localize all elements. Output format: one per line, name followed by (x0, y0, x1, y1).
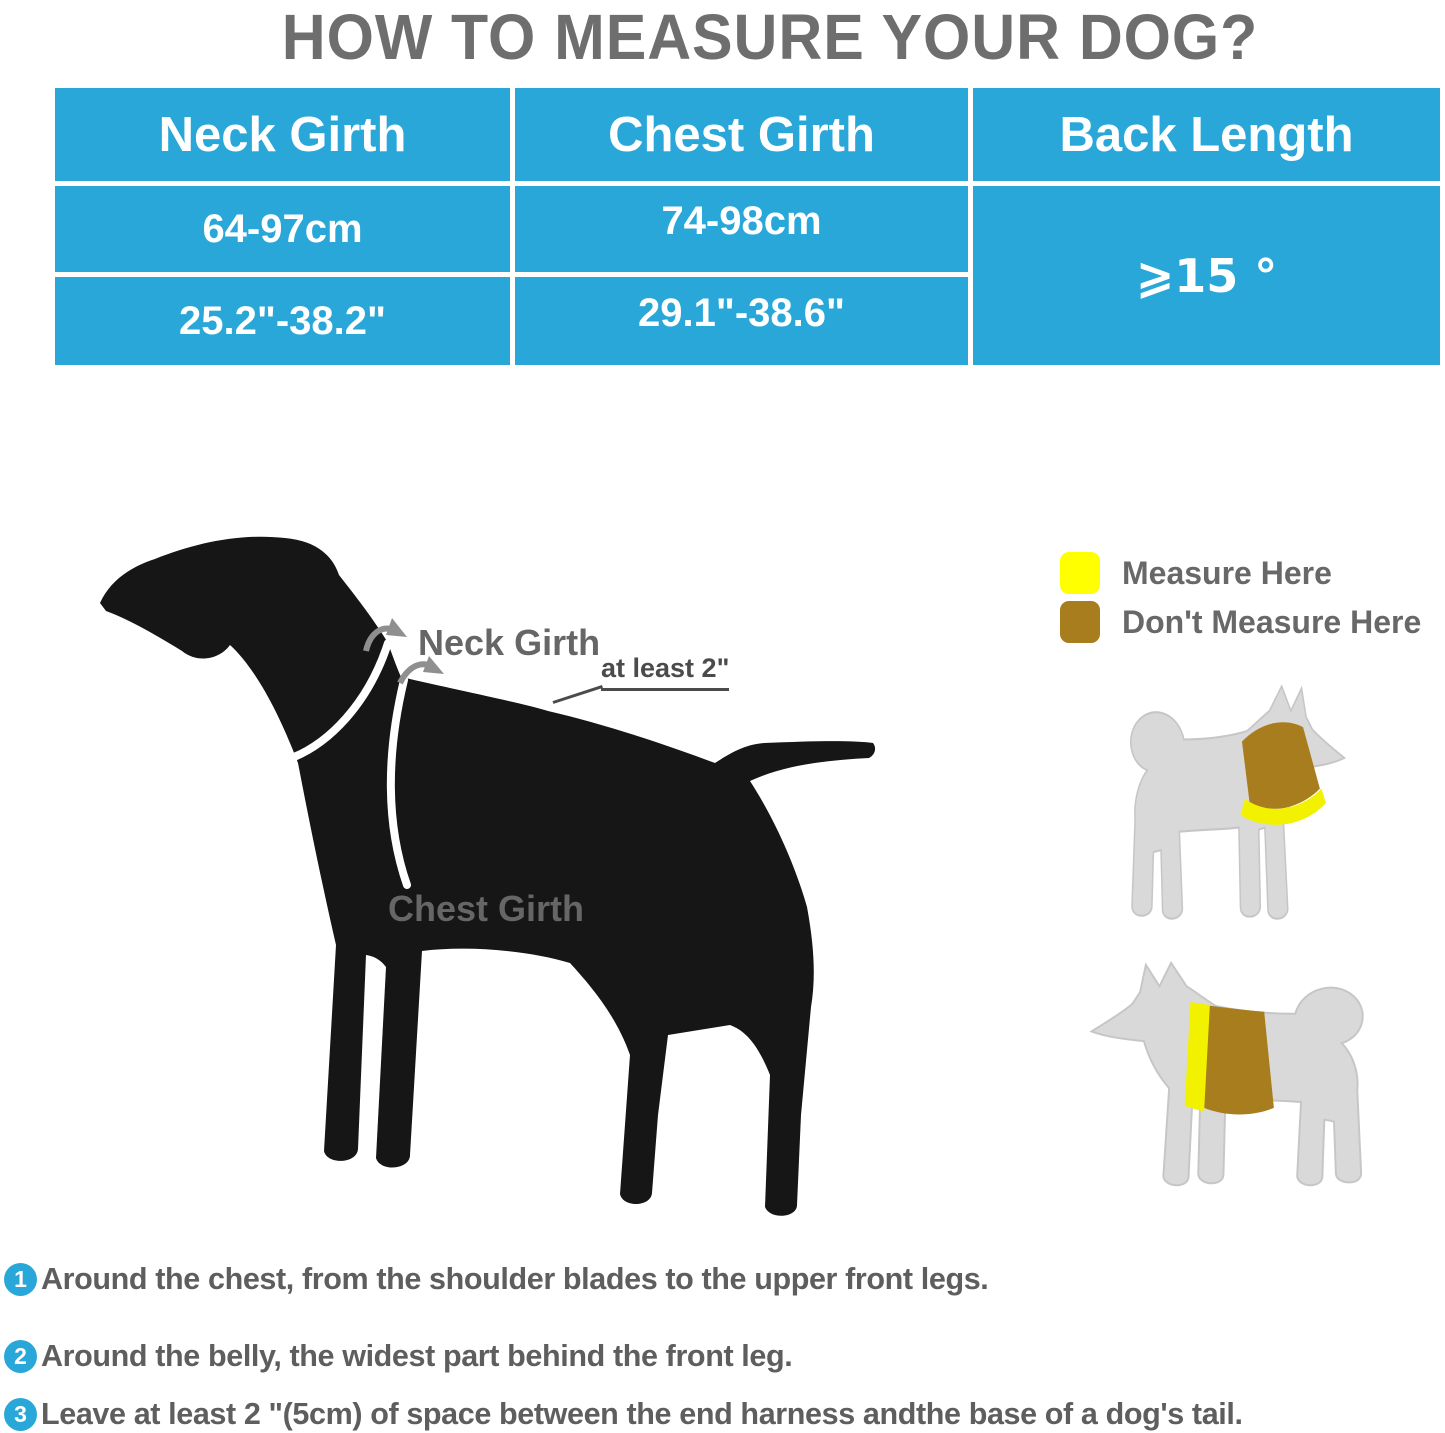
instruction-2-text: Around the belly, the widest part behind the front leg. (41, 1338, 793, 1373)
neck-girth-inches: 25.2"-38.2" (55, 277, 510, 365)
measure-here-label: Measure Here (1122, 555, 1332, 591)
instruction-1 (4, 1261, 1003, 1297)
neck-girth-label: Neck Girth (418, 622, 601, 663)
dont-measure-neck-illustration (1103, 676, 1355, 932)
instruction-2-number-badge: 2 (4, 1340, 37, 1373)
neck-girth-cm: 64-97cm (55, 186, 510, 272)
dont-measure-belly-illustration (1078, 953, 1398, 1198)
page-title: HOW TO MEASURE YOUR DOG? (281, 1, 1259, 73)
belly-band-brown (1198, 1004, 1274, 1115)
col-header-back-length: Back Length (973, 88, 1440, 181)
col-header-neck-girth: Neck Girth (55, 88, 510, 181)
chest-girth-inches: 29.1"-38.6" (515, 277, 968, 365)
tail-clearance-note: at least 2" (601, 653, 729, 691)
instruction-3-text: Leave at least 2 "(5cm) of space between the end harness andthe base of a dog's tail. (41, 1396, 1243, 1431)
dont-measure-here-label: Don't Measure Here (1122, 604, 1422, 640)
instruction-1-text: Around the chest, from the shoulder blades to the upper front legs. (41, 1261, 989, 1296)
col-header-chest-girth: Chest Girth (515, 88, 968, 181)
instruction-1-number-badge: 1 (4, 1263, 37, 1296)
dont-measure-here-swatch (1060, 601, 1100, 643)
back-length-value: ⩾15 ° (973, 186, 1440, 365)
measure-here-swatch (1060, 552, 1100, 594)
chest-girth-label: Chest Girth (388, 888, 585, 929)
instruction-3 (4, 1396, 1261, 1432)
instruction-2 (4, 1338, 804, 1374)
instruction-3-number-badge: 3 (4, 1398, 37, 1431)
size-table (55, 88, 1440, 365)
chest-girth-cm: 74-98cm (515, 186, 968, 272)
